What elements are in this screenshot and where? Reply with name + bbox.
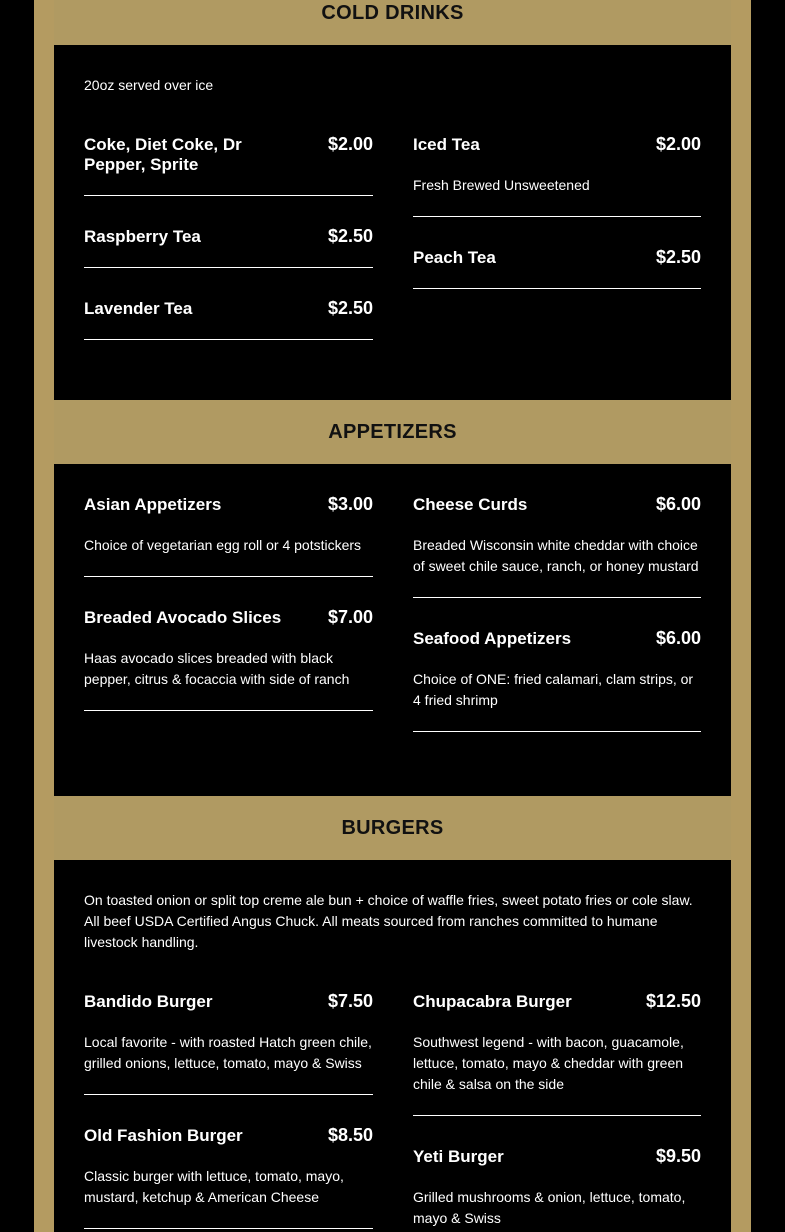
item-divider	[84, 339, 373, 340]
item-divider	[84, 1228, 373, 1229]
item-divider	[84, 1094, 373, 1095]
section-title-burgers: BURGERS	[341, 817, 444, 839]
item-price: $2.00	[655, 134, 701, 154]
item-description: Classic burger with lettuce, tomato, mayo, mustard, ketchup & American Cheese	[84, 1168, 344, 1205]
item-price: $6.00	[655, 628, 701, 648]
item-name: Cheese Curds	[413, 495, 528, 514]
item-price: $3.00	[327, 494, 373, 514]
cold-drinks-description: 20oz served over ice	[84, 77, 214, 93]
item-divider	[84, 710, 373, 711]
item-description: Fresh Brewed Unsweetened	[413, 177, 590, 193]
item-price: $2.50	[655, 247, 701, 267]
item-price: $2.00	[327, 134, 373, 154]
item-description: Choice of vegetarian egg roll or 4 potstickers	[84, 537, 362, 553]
item-description: Southwest legend - with bacon, guacamole, lettuce, tomato, mayo & cheddar with green chile & salsa on the side	[413, 1034, 684, 1092]
item-price: $7.00	[327, 607, 373, 627]
item-name: Asian Appetizers	[84, 495, 222, 514]
cold-drinks-panel	[54, 45, 731, 400]
section-title-appetizers: APPETIZERS	[328, 421, 457, 443]
item-name: Peach Tea	[413, 248, 496, 267]
item-divider	[413, 216, 701, 217]
section-title-cold-drinks: COLD DRINKS	[321, 2, 464, 24]
item-name: Iced Tea	[413, 135, 480, 154]
item-name: Lavender Tea	[84, 299, 193, 318]
item-divider	[413, 731, 701, 732]
item-divider	[84, 576, 373, 577]
item-price: $2.50	[327, 226, 373, 246]
item-name: Coke, Diet Coke, Dr Pepper, Sprite	[84, 135, 242, 174]
item-divider	[413, 597, 701, 598]
item-name: Seafood Appetizers	[413, 629, 572, 648]
item-name: Old Fashion Burger	[84, 1126, 243, 1145]
item-description: Haas avocado slices breaded with black pepper, citrus & focaccia with side of ranch	[84, 650, 350, 687]
item-price: $2.50	[327, 298, 373, 318]
item-name: Bandido Burger	[84, 992, 213, 1011]
item-divider	[84, 195, 373, 196]
item-name: Chupacabra Burger	[413, 992, 572, 1011]
item-name: Raspberry Tea	[84, 227, 201, 246]
item-description: Breaded Wisconsin white cheddar with choice of sweet chile sauce, ranch, or honey mustard	[413, 537, 699, 574]
item-description: Choice of ONE: fried calamari, clam strips, or 4 fried shrimp	[413, 671, 694, 708]
item-price: $7.50	[327, 991, 373, 1011]
item-price: $9.50	[655, 1146, 701, 1166]
item-name: Breaded Avocado Slices	[84, 608, 282, 627]
item-divider	[84, 267, 373, 268]
item-price: $12.50	[645, 991, 701, 1011]
item-divider	[413, 288, 701, 289]
burgers-description: On toasted onion or split top creme ale bun + choice of waffle fries, sweet potato fries or cole slaw. All beef USDA Certified Angus Chuck. All meats sourced from ranches committed to humane livestock handling.	[84, 892, 693, 950]
item-description: Local favorite - with roasted Hatch green chile, grilled onions, lettuce, tomato, mayo & Swiss	[84, 1034, 372, 1071]
item-name: Yeti Burger	[413, 1147, 504, 1166]
item-price: $6.00	[655, 494, 701, 514]
item-description: Grilled mushrooms & onion, lettuce, tomato, mayo & Swiss	[413, 1189, 686, 1226]
item-price: $8.50	[327, 1125, 373, 1145]
item-divider	[413, 1115, 701, 1116]
